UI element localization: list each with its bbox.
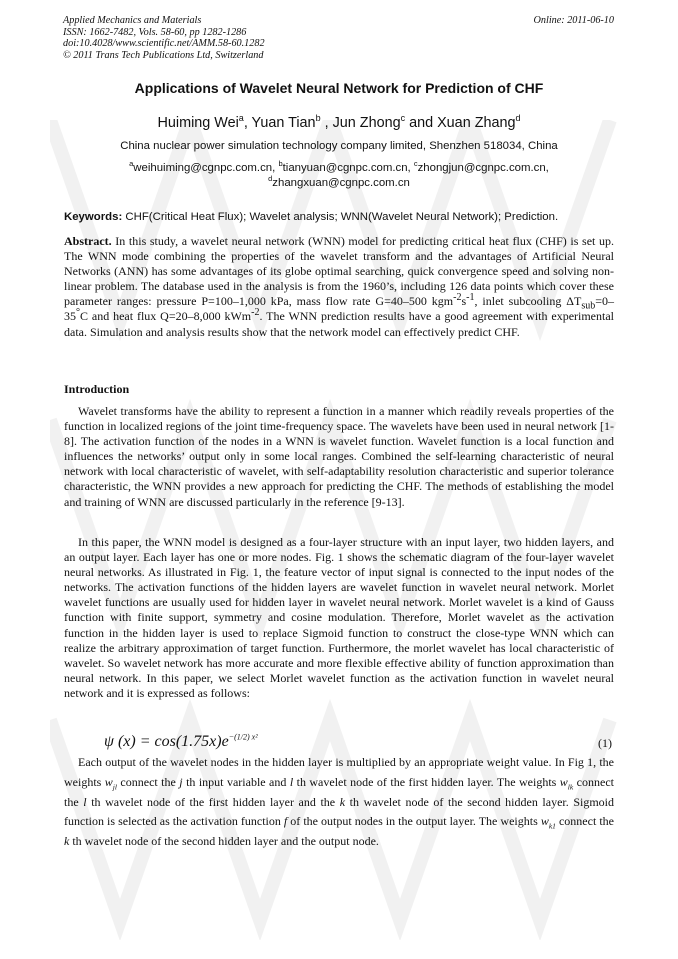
abstract-text: In this study, a wavelet neural network (WNN) model for predicting critical heat flux (CHF) is set up. The WNN mode combining the properties of the wavelet transform and the advantages of Artificial Neural Networks (ANN) has some advantages of its globe optimal searching, quick convergence speed and solving non-linear problem. The database used in the analysis is from the 1960’s, including 126 data points which cover these parameter ranges: pressure P=100–1,000 kPa, mass flow rate G=40–500 kgm — [64, 234, 614, 309]
text: of the output nodes in the output layer. The weights — [287, 814, 541, 829]
email-sup: b — [278, 159, 283, 169]
issn: ISSN: 1662-7482, Vols. 58-60, pp 1282-1286 — [63, 26, 247, 38]
affiliation: China nuclear power simulation technology company limited, Shenzhen 518034, China — [120, 140, 558, 152]
author-name: , Yuan Tian — [243, 115, 316, 131]
email-link[interactable]: tianyuan@cgnpc.com.cn, — [282, 162, 414, 174]
abstract-label: Abstract. — [64, 234, 112, 248]
variable: w — [104, 774, 113, 789]
variable-subscript: k1 — [548, 821, 556, 831]
keywords-text: CHF(Critical Heat Flux); Wavelet analysis; WNN(Wavelet Neural Network); Prediction. — [122, 211, 559, 223]
intro-paragraph-2: In this paper, the WNN model is designed as a four-layer structure with an input layer, two hidden layers, and an output layer. Each layer has one or more nodes. Fig. 1 shows the schematic diagram of the four-layer wavelet neural networks. As illustrated in Fig. 1, the feature vector of input signal is connected to the input nodes of the networks. The activation functions of the hidden layers are wavelet function in wavelet neural network. Morlet wavelet functions are usually used for hidden layer in wavelet neural network. Morlet wavelet is a kind of Gauss function with finite support, symmetry and cosine modulation. Therefore, Morlet wavelet as the activation function in the hidden layer is used to replace Sigmoid function to construct the close-type WNN which can realize the arbitrary approximation of target function. Furthermore, the morlet wavelet has local characteristic of wavelet. So wavelet network has more accurate and more flexible effective ability of function approximation than neural network. In this paper, we select Morlet wavelet function as the activation function in wavelet neural network and it is expressed as follows: — [64, 535, 614, 700]
variable: w — [540, 814, 549, 829]
text: Each output of the wavelet nodes in the hidden layer is multiplied by an appropriate weight value. In Fig 1, the weights — [64, 755, 614, 789]
email-sup: d — [268, 173, 273, 183]
degree-sign: ° — [76, 307, 80, 319]
email-link[interactable]: zhangxuan@cgnpc.com.cn — [272, 176, 410, 189]
variable: j — [179, 774, 183, 789]
abstract-text: . The WNN prediction results have a good agreement with experimental data. Simulation and analysis results show that the network model can effectively predict CHF. — [64, 309, 614, 339]
author-name: Huiming Wei — [157, 115, 239, 131]
keywords-label: Keywords: — [64, 211, 123, 223]
variable-subscript: jl — [112, 782, 117, 792]
keywords — [64, 211, 624, 223]
abstract-text: s — [461, 294, 467, 309]
equation-body: ψ (x) = cos(1.75x)e — [104, 733, 229, 750]
author-sup: a — [238, 113, 244, 124]
text: connect the — [64, 774, 614, 809]
author-name: and Xuan Zhang — [405, 115, 516, 131]
text: th wavelet node of the second hidden layer and the output node. — [69, 834, 379, 849]
author-sup: c — [400, 113, 406, 124]
intro-paragraph-3 — [64, 753, 614, 852]
intro-paragraph-1: Wavelet transforms have the ability to represent a function in a manner which readily reveals properties of the function in localized regions of the joint time-frequency space. The wavelets have been used in neural network [1-8]. The activation function of the nodes in a WNN is wavelet function. Wavelet function is a local function and influences the networks’ output only in some local ranges. Combined the self-learning characteristic of neural network with local characteristic of wavelet, with self-adaptability resolution characteristic and superior tolerance characteristic, the WNN provides a new approach for predicting the CHF. The methods of establishing the model and training of WNN are discussed particularly in the reference [9-13]. — [64, 404, 614, 509]
equation-number: (1) — [598, 736, 612, 750]
journal-name: Applied Mechanics and Materials — [63, 15, 202, 26]
author-sup: b — [315, 113, 321, 124]
equation-exponent: −(1/2) x² — [228, 732, 258, 742]
section-heading-introduction: Introduction — [64, 382, 130, 396]
exponent: -2 — [453, 292, 462, 304]
journal-header — [63, 15, 265, 61]
text: th wavelet node of the first hidden layer and the — [86, 794, 340, 809]
variable: l — [289, 774, 294, 789]
text: connect the — [555, 814, 614, 829]
copyright: © 2011 Trans Tech Publications Ltd, Switzerland — [63, 49, 264, 61]
exponent: -1 — [466, 292, 475, 304]
email-link[interactable]: weihuiming@cgnpc.com.cn, — [133, 162, 279, 174]
subscript: sub — [581, 300, 596, 312]
abstract — [64, 234, 614, 340]
variable-subscript: lk — [567, 782, 574, 792]
author-list — [0, 115, 678, 131]
abstract-text: C and heat flux Q=20–8,000 kWm — [80, 309, 252, 324]
email-link[interactable]: zhongjun@cgnpc.com.cn, — [417, 162, 549, 174]
variable: k — [64, 834, 70, 849]
variable: l — [83, 794, 87, 809]
author-name: , Jun Zhong — [320, 115, 401, 131]
equation-1 — [104, 733, 258, 751]
text: th input variable and — [182, 774, 290, 789]
variable: w — [559, 774, 568, 789]
exponent: -2 — [251, 307, 260, 319]
abstract-text: =0–35 — [64, 294, 614, 324]
text: connect the — [116, 774, 180, 789]
online-date: Online: 2011-06-10 — [533, 15, 614, 26]
text: th wavelet node of the first hidden layer. The weights — [293, 774, 560, 789]
variable: k — [339, 794, 346, 809]
doi: doi:10.4028/www.scientific.net/AMM.58-60.1282 — [63, 38, 265, 50]
paper-title: Applications of Wavelet Neural Network for Prediction of CHF — [134, 80, 544, 96]
email-sup: a — [129, 159, 134, 169]
author-sup: d — [515, 113, 521, 124]
abstract-text: , inlet subcooling ΔT — [474, 294, 582, 309]
email-list — [0, 161, 678, 190]
email-sup: c — [413, 159, 418, 169]
variable: f — [283, 814, 288, 829]
text: th wavelet node of the second hidden layer. Sigmoid function is selected as the activation function — [64, 794, 615, 829]
